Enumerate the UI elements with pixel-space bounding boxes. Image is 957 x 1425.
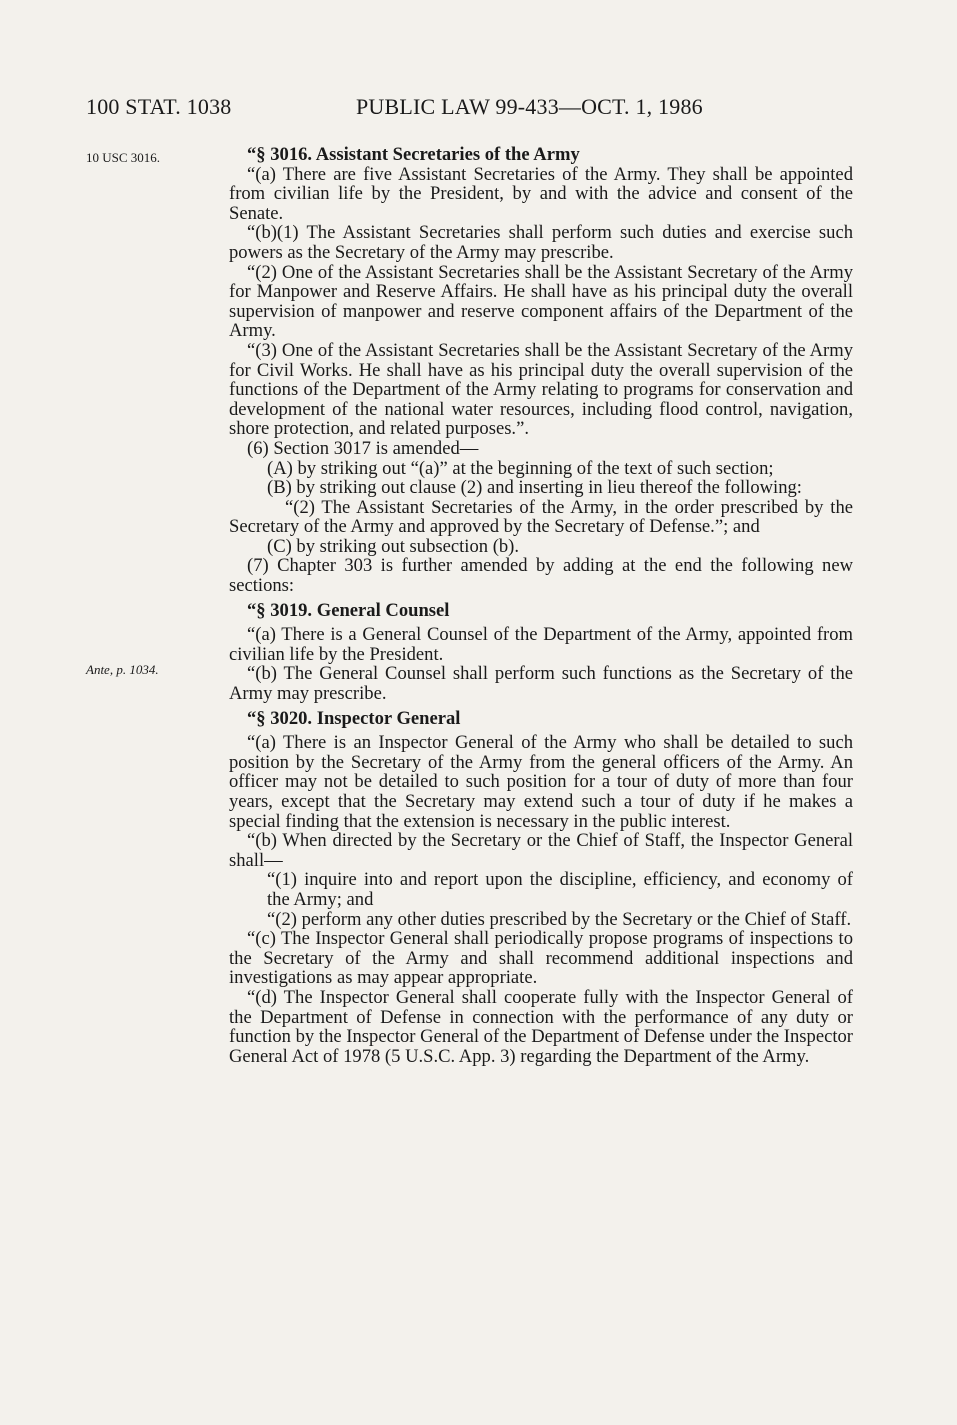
paragraph: “(a) There is an Inspector General of the Army who shall be detailed to such position by the Secretary of the Army from the general officers of the Army. An officer may not be detailed to such position for a tour of duty of more than four years, except that the Secretary may extend such a tour of duty if he makes a special finding that the extension is necessary in the public interest. [229, 732, 853, 832]
paragraph: “(1) inquire into and report upon the discipline, efficiency, and economy of the Army; and [267, 869, 853, 910]
paragraph: “(b) The General Counsel shall perform such functions as the Secretary of the Army may prescribe. [229, 663, 853, 705]
statute-page-number: 100 STAT. 1038 [86, 94, 232, 119]
section-heading-3019: “§ 3019. General Counsel [247, 599, 450, 621]
paragraph: “(2) One of the Assistant Secretaries shall be the Assistant Secretary of the Army for Manpower and Reserve Affairs. He shall have as his principal duty the overall supervision of manpower and reserve component affairs of the Department of the Army. [229, 261, 853, 342]
paragraph: “(3) One of the Assistant Secretaries shall be the Assistant Secretary of the Army for Civil Works. He shall have as his principal duty the overall supervision of the functions of the Department of the Army relating to programs for conservation and development of the national water resources, including flood control, navigation, shore protection, and related purposes.”. [229, 339, 853, 440]
running-title: PUBLIC LAW 99-433—OCT. 1, 1986 [356, 94, 703, 119]
margin-note-usc: 10 USC 3016. [86, 150, 161, 165]
paragraph: (C) by striking out subsection (b). [267, 535, 520, 557]
paragraph: (B) by striking out clause (2) and inserting in lieu thereof the following: [267, 477, 802, 499]
paragraph: (A) by striking out “(a)” at the beginning of the text of such section; [267, 457, 774, 479]
section-heading-3016: “§ 3016. Assistant Secretaries of the Army [247, 144, 580, 165]
paragraph: (6) Section 3017 is amended— [247, 437, 479, 459]
paragraph: “(d) The Inspector General shall cooperate fully with the Inspector General of the Department of Defense in connection with the performance of any duty or function by the Inspector General of the Department of Defense under the Inspector General Act of 1978 (5 U.S.C. App. 3) regarding the Department of the Army. [229, 986, 853, 1067]
margin-note-ante: Ante, p. 1034. [86, 662, 159, 677]
paragraph: “(a) There is a General Counsel of the Department of the Army, appointed from civilian life by the President. [229, 624, 853, 665]
paragraph: “(2) perform any other duties prescribed by the Secretary or the Chief of Staff. [267, 908, 852, 930]
paragraph: “(2) The Assistant Secretaries of the Army, in the order prescribed by the Secretary of the Army and approved by the Secretary of Defense.”; and [229, 496, 853, 538]
paragraph: “(b) When directed by the Secretary or the Chief of Staff, the Inspector General shall— [229, 830, 853, 871]
paragraph: “(c) The Inspector General shall periodically propose programs of inspections to the Secretary of the Army and shall recommend additional inspections and investigations as may appear appropriate. [229, 928, 853, 989]
paragraph: (7) Chapter 303 is further amended by adding at the end the following new sections: [229, 555, 853, 597]
paragraph: “(a) There are five Assistant Secretaries of the Army. They shall be appointed from civilian life by the President, by and with the advice and consent of the Senate. [229, 163, 853, 224]
document-body [229, 145, 853, 1066]
section-heading-3020: “§ 3020. Inspector General [247, 707, 461, 729]
paragraph: “(b)(1) The Assistant Secretaries shall perform such duties and exercise such powers as the Secretary of the Army may prescribe. [229, 222, 853, 263]
